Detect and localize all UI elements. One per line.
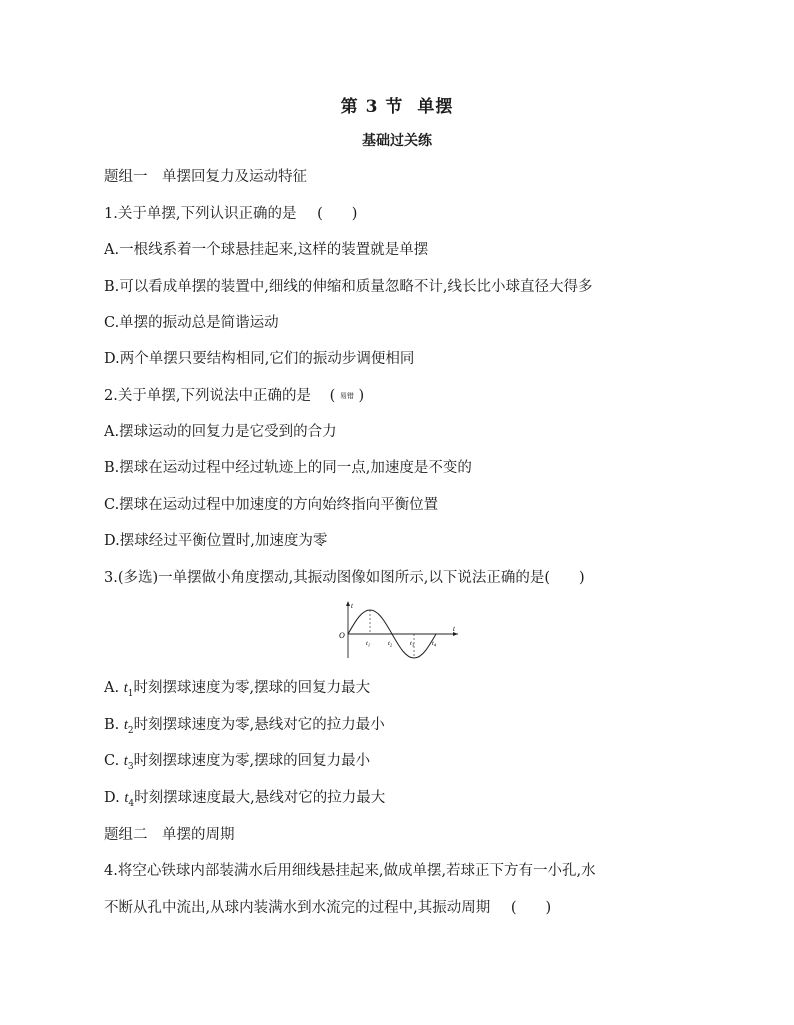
question-3-option-b: B. $t_2$时刻摆球速度为零,悬线对它的拉力最小 bbox=[104, 717, 385, 736]
question-1-stem bbox=[104, 205, 357, 223]
question-1-option-c: C.单摆的振动总是简谐运动 bbox=[104, 315, 279, 331]
tick-t1: $t_1$ bbox=[366, 640, 371, 648]
tick-t4: $t_4$ bbox=[432, 640, 437, 648]
question-1-option-a: A.一根线系着一个球悬挂起来,这样的装置就是单摆 bbox=[104, 242, 429, 258]
question-3-option-a: A. $t_1$时刻摆球速度为零,摆球的回复力最大 bbox=[104, 680, 371, 699]
question-3-text: 3.(多选)一单摆做小角度摆动,其振动图像如图所示,以下说法正确的是 bbox=[104, 570, 545, 586]
error-prone-tag: 易错 bbox=[339, 392, 354, 400]
section-title bbox=[0, 92, 794, 117]
question-2-option-b: B.摆球在运动过程中经过轨迹上的同一点,加速度是不变的 bbox=[104, 460, 472, 476]
section-number: 第 3 节 bbox=[340, 97, 404, 117]
x-axis-label: t bbox=[351, 602, 353, 610]
origin-label: O bbox=[339, 631, 345, 640]
group-heading-2: 题组二 单摆的周期 bbox=[104, 827, 235, 843]
section-subtitle: 基础过关练 bbox=[362, 133, 432, 149]
question-2-option-c: C.摆球在运动过程中加速度的方向始终指向平衡位置 bbox=[104, 497, 439, 513]
question-2-text: 2.关于单摆,下列说法中正确的是 bbox=[104, 388, 311, 404]
question-2-option-a: A.摆球运动的回复力是它受到的合力 bbox=[104, 424, 337, 440]
section-topic: 单摆 bbox=[417, 97, 454, 117]
question-4-line-1: 4.将空心铁球内部装满水后用细线悬挂起来,做成单摆,若球正下方有一小孔,水 bbox=[104, 863, 596, 879]
question-3-answer-blank: ( ) bbox=[544, 570, 585, 586]
question-1-option-b: B.可以看成单摆的装置中,细线的伸缩和质量忽略不计,线长比小球直径大得多 bbox=[104, 279, 593, 295]
question-2-option-d: D.摆球经过平衡位置时,加速度为零 bbox=[104, 533, 328, 549]
question-3-stem bbox=[104, 569, 585, 587]
question-1-option-d: D.两个单摆只要结构相同,它们的振动步调便相同 bbox=[104, 351, 415, 367]
question-4-text: 不断从孔中流出,从球内装满水到水流完的过程中,其振动周期 bbox=[104, 900, 491, 916]
question-1-text: 1.关于单摆,下列认识正确的是 bbox=[104, 206, 297, 222]
question-4-line-2 bbox=[104, 899, 551, 917]
x-axis-arrow bbox=[346, 601, 350, 606]
question-3-option-d: D. $t_4$时刻摆球速度最大,悬线对它的拉力最大 bbox=[104, 790, 386, 809]
question-3-option-c: C. $t_3$时刻摆球速度为零,摆球的回复力最小 bbox=[104, 753, 371, 772]
question-1-answer-blank: ( ) bbox=[317, 206, 358, 222]
oscillation-graph bbox=[336, 598, 462, 660]
tick-t3: $t_3$ bbox=[410, 640, 415, 648]
group-heading-1: 题组一 单摆回复力及运动特征 bbox=[104, 169, 307, 185]
t-axis-label: t bbox=[453, 625, 455, 633]
question-2-stem bbox=[104, 387, 364, 405]
question-4-answer-blank: ( ) bbox=[510, 900, 552, 916]
question-2-answer-blank: ( 易错 ) bbox=[329, 388, 365, 404]
tick-t2: $t_2$ bbox=[388, 640, 393, 648]
